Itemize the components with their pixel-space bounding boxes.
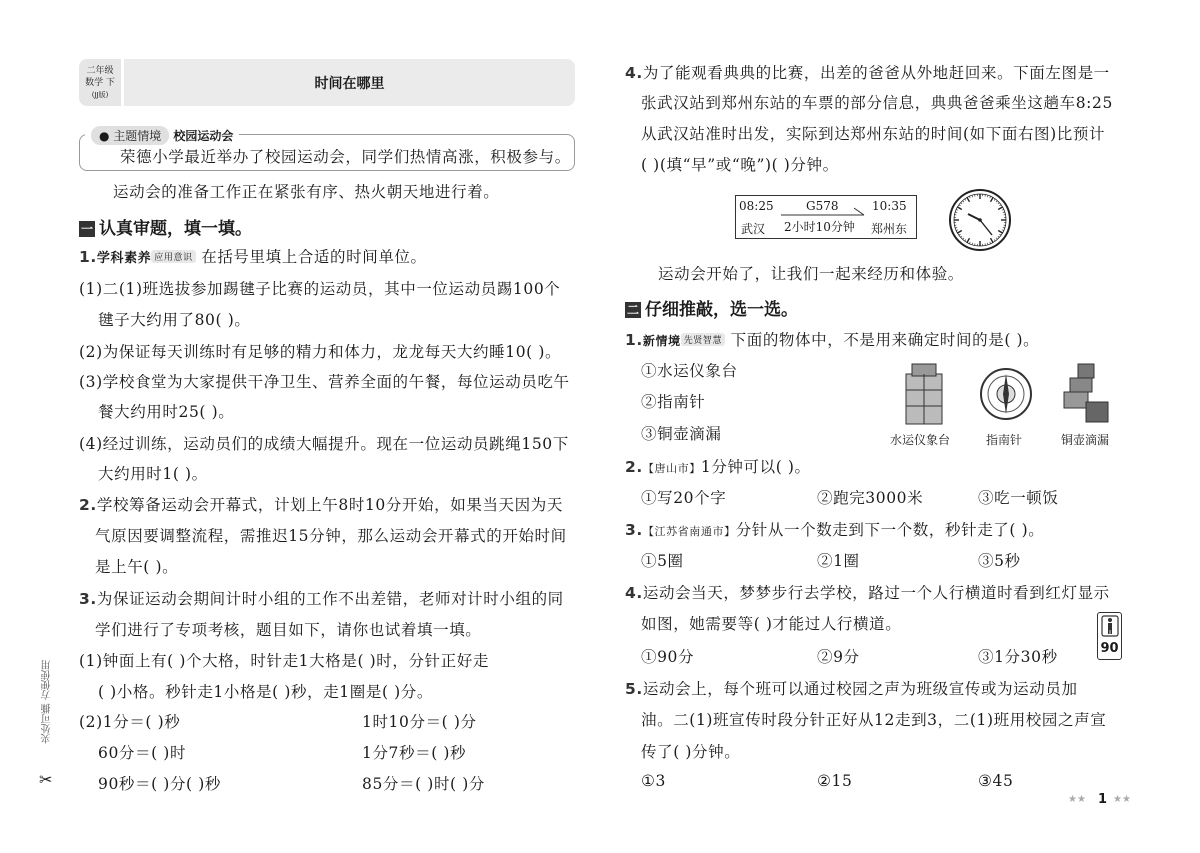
q3-sub2-left: (2)1分＝( )秒 [79,713,181,731]
q1-item: 大约用时1( )。 [98,465,208,483]
grade-line-3: (JJ版) [91,91,109,99]
bronze-clepsydra-icon [1058,362,1114,424]
c2-stem: 2.【唐山市】1分钟可以( )。 [625,458,811,476]
theme-text-1: 荣德小学最近举办了校园运动会，同学们热情高涨，积极参与。 [120,148,571,166]
q4-line: ( )(填“早”或“晚”)( )分钟。 [641,156,839,174]
caption-water-clock: 水运仪象台 [890,433,951,447]
c4-option: ②9分 [817,648,860,666]
q1-item: (2)为保证每天训练时有足够的精力和体力，龙龙每天大约睡10( )。 [79,343,562,361]
q2-line: 气原因要调整流程，需推迟15分钟，那么运动会开幕式的开始时间 [95,527,567,545]
c4-line: 如图，她需要等( )才能过人行横道。 [641,615,902,633]
c1-option: ②指南针 [641,393,706,411]
ticket-depart-time: 08:25 [739,199,774,213]
transition-text: 运动会开始了，让我们一起来经历和体验。 [658,265,964,283]
c2-option: ③吃一顿饭 [978,489,1059,507]
ticket-train-number: G578 [806,199,839,213]
theme-tag-label: ● 主题情境 [91,126,169,145]
ticket-arrive-time: 10:35 [872,199,907,213]
grade-label-box [79,59,121,106]
ticket-arrow-icon [736,196,918,240]
grade-line-2: 数学 下 [85,78,115,88]
section-2-mark: 二 [626,303,639,317]
ticket-from-station: 武汉 [741,222,766,236]
train-ticket [735,195,917,239]
q3-sub2-left: 90秒＝( )分( )秒 [98,775,221,793]
c4-option: ③1分30秒 [978,648,1058,666]
q1-item: (1)二(1)班选拔参加踢毽子比赛的运动员，其中一位运动员踢100个 [79,280,561,298]
c3-option: ②1圈 [817,552,860,570]
section-1-title: 认真审题，填一填。 [99,219,252,239]
c3-option: ③5秒 [978,552,1021,570]
c5-line: 传了( )分钟。 [641,743,741,761]
q1-item: 餐大约用时25( )。 [98,403,235,421]
section-1-mark: 一 [80,222,93,236]
q1-item: 毽子大约用了80( )。 [98,311,251,329]
q4-line: 4.为了能观看典典的比赛，出差的爸爸从外地赶回来。下面左图是一 [625,64,1110,82]
section-2-heading [625,295,798,320]
q2-line: 2.学校筹备运动会开幕式，计划上午8时10分开始，如果当天因为天 [79,496,563,514]
compass-icon [978,362,1034,422]
caption-clepsydra: 铜壶滴漏 [1061,433,1110,447]
c5-option: ③45 [978,772,1014,790]
traffic-light-display [1097,612,1122,660]
c4-line: 4.运动会当天，梦梦步行去学校，路过一个人行横道时看到红灯显示 [625,584,1110,602]
pedestrian-icon [1101,615,1119,637]
q3-sub2-left: 60分＝( )时 [98,744,187,762]
q3-line: 3.为保证运动会期间计时小组的工作不出差错，老师对计时小组的同 [79,590,564,608]
q1-item: (4)经过训练，运动员们的成绩大幅提升。现在一位运动员跳绳150下 [79,435,569,453]
q2-line: 是上午( )。 [95,558,179,576]
section-1-heading [79,214,252,239]
c1-option: ③铜壶滴漏 [641,425,722,443]
c3-stem: 3.【江苏省南通市】分针从一个数走到下一个数，秒针走了( )。 [625,521,1045,539]
ticket-to-station: 郑州东 [871,222,908,236]
page-number: 1 [1098,792,1108,807]
side-tear-text: 夹处可撕 方便使用 [42,660,53,744]
traffic-light-countdown: 90 [1100,641,1119,656]
theme-text-2: 运动会的准备工作正在紧张有序、热火朝天地进行着。 [113,183,500,201]
page-title: 时间在哪里 [314,76,385,92]
star-icon-right: ★★ [1113,794,1131,805]
water-clock-tower-icon [900,360,948,426]
c5-option: ②15 [817,772,853,790]
section-2-title: 仔细推敲，选一选。 [645,300,798,320]
star-icon-left: ★★ [1068,794,1086,805]
q3-sub1: ( )小格。秒针走1小格是( )秒，走1圈是( )分。 [98,683,433,701]
ticket-duration: 2小时10分钟 [784,220,855,234]
theme-name: 校园运动会 [173,129,234,143]
theme-tag [85,126,239,145]
c5-line: 5.运动会上，每个班可以通过校园之声为班级宣传或为运动员加 [625,680,1078,698]
q3-sub2-right: 85分＝( )时( )分 [362,775,485,793]
q3-sub2-right: 1分7秒＝( )秒 [362,744,467,762]
bullet-icon: ● [99,129,114,143]
q1-item: (3)学校食堂为大家提供干净卫生、营养全面的午餐，每位运动员吃午 [79,373,570,391]
grade-line-1: 二年级 [86,66,114,76]
scissors-icon: ✂ [39,770,53,789]
caption-compass: 指南针 [986,433,1023,447]
c1-stem: 1.新情境 先贤智慧 下面的物体中，不是用来确定时间的是( )。 [625,331,1040,349]
q3-line: 学们进行了专项考核，题目如下，请你也试着填一填。 [95,621,482,639]
q4-line: 从武汉站准时出发，实际到达郑州东站的时间(如下面右图)比预计 [641,125,1106,143]
c4-option: ①90分 [641,648,695,666]
c2-option: ②跑完3000米 [817,489,924,507]
c5-line: 油。二(1)班宣传时段分针正好从12走到3，二(1)班用校园之声宣 [641,711,1107,729]
clock-icon [948,188,1012,252]
q3-sub1: (1)钟面上有( )个大格，时针走1大格是( )时，分针正好走 [79,652,489,670]
c3-option: ①5圈 [641,552,684,570]
q4-line: 张武汉站到郑州东站的车票的部分信息，典典爸爸乘坐这趟车8:25 [641,94,1113,112]
c5-option: ①3 [641,772,666,790]
q3-sub2-right: 1时10分＝( )分 [362,713,477,731]
c1-option: ①水运仪象台 [641,362,738,380]
q1-stem: 1.学科素养 应用意识 在括号里填上合适的时间单位。 [79,248,427,266]
c2-option: ①写20个字 [641,489,727,507]
